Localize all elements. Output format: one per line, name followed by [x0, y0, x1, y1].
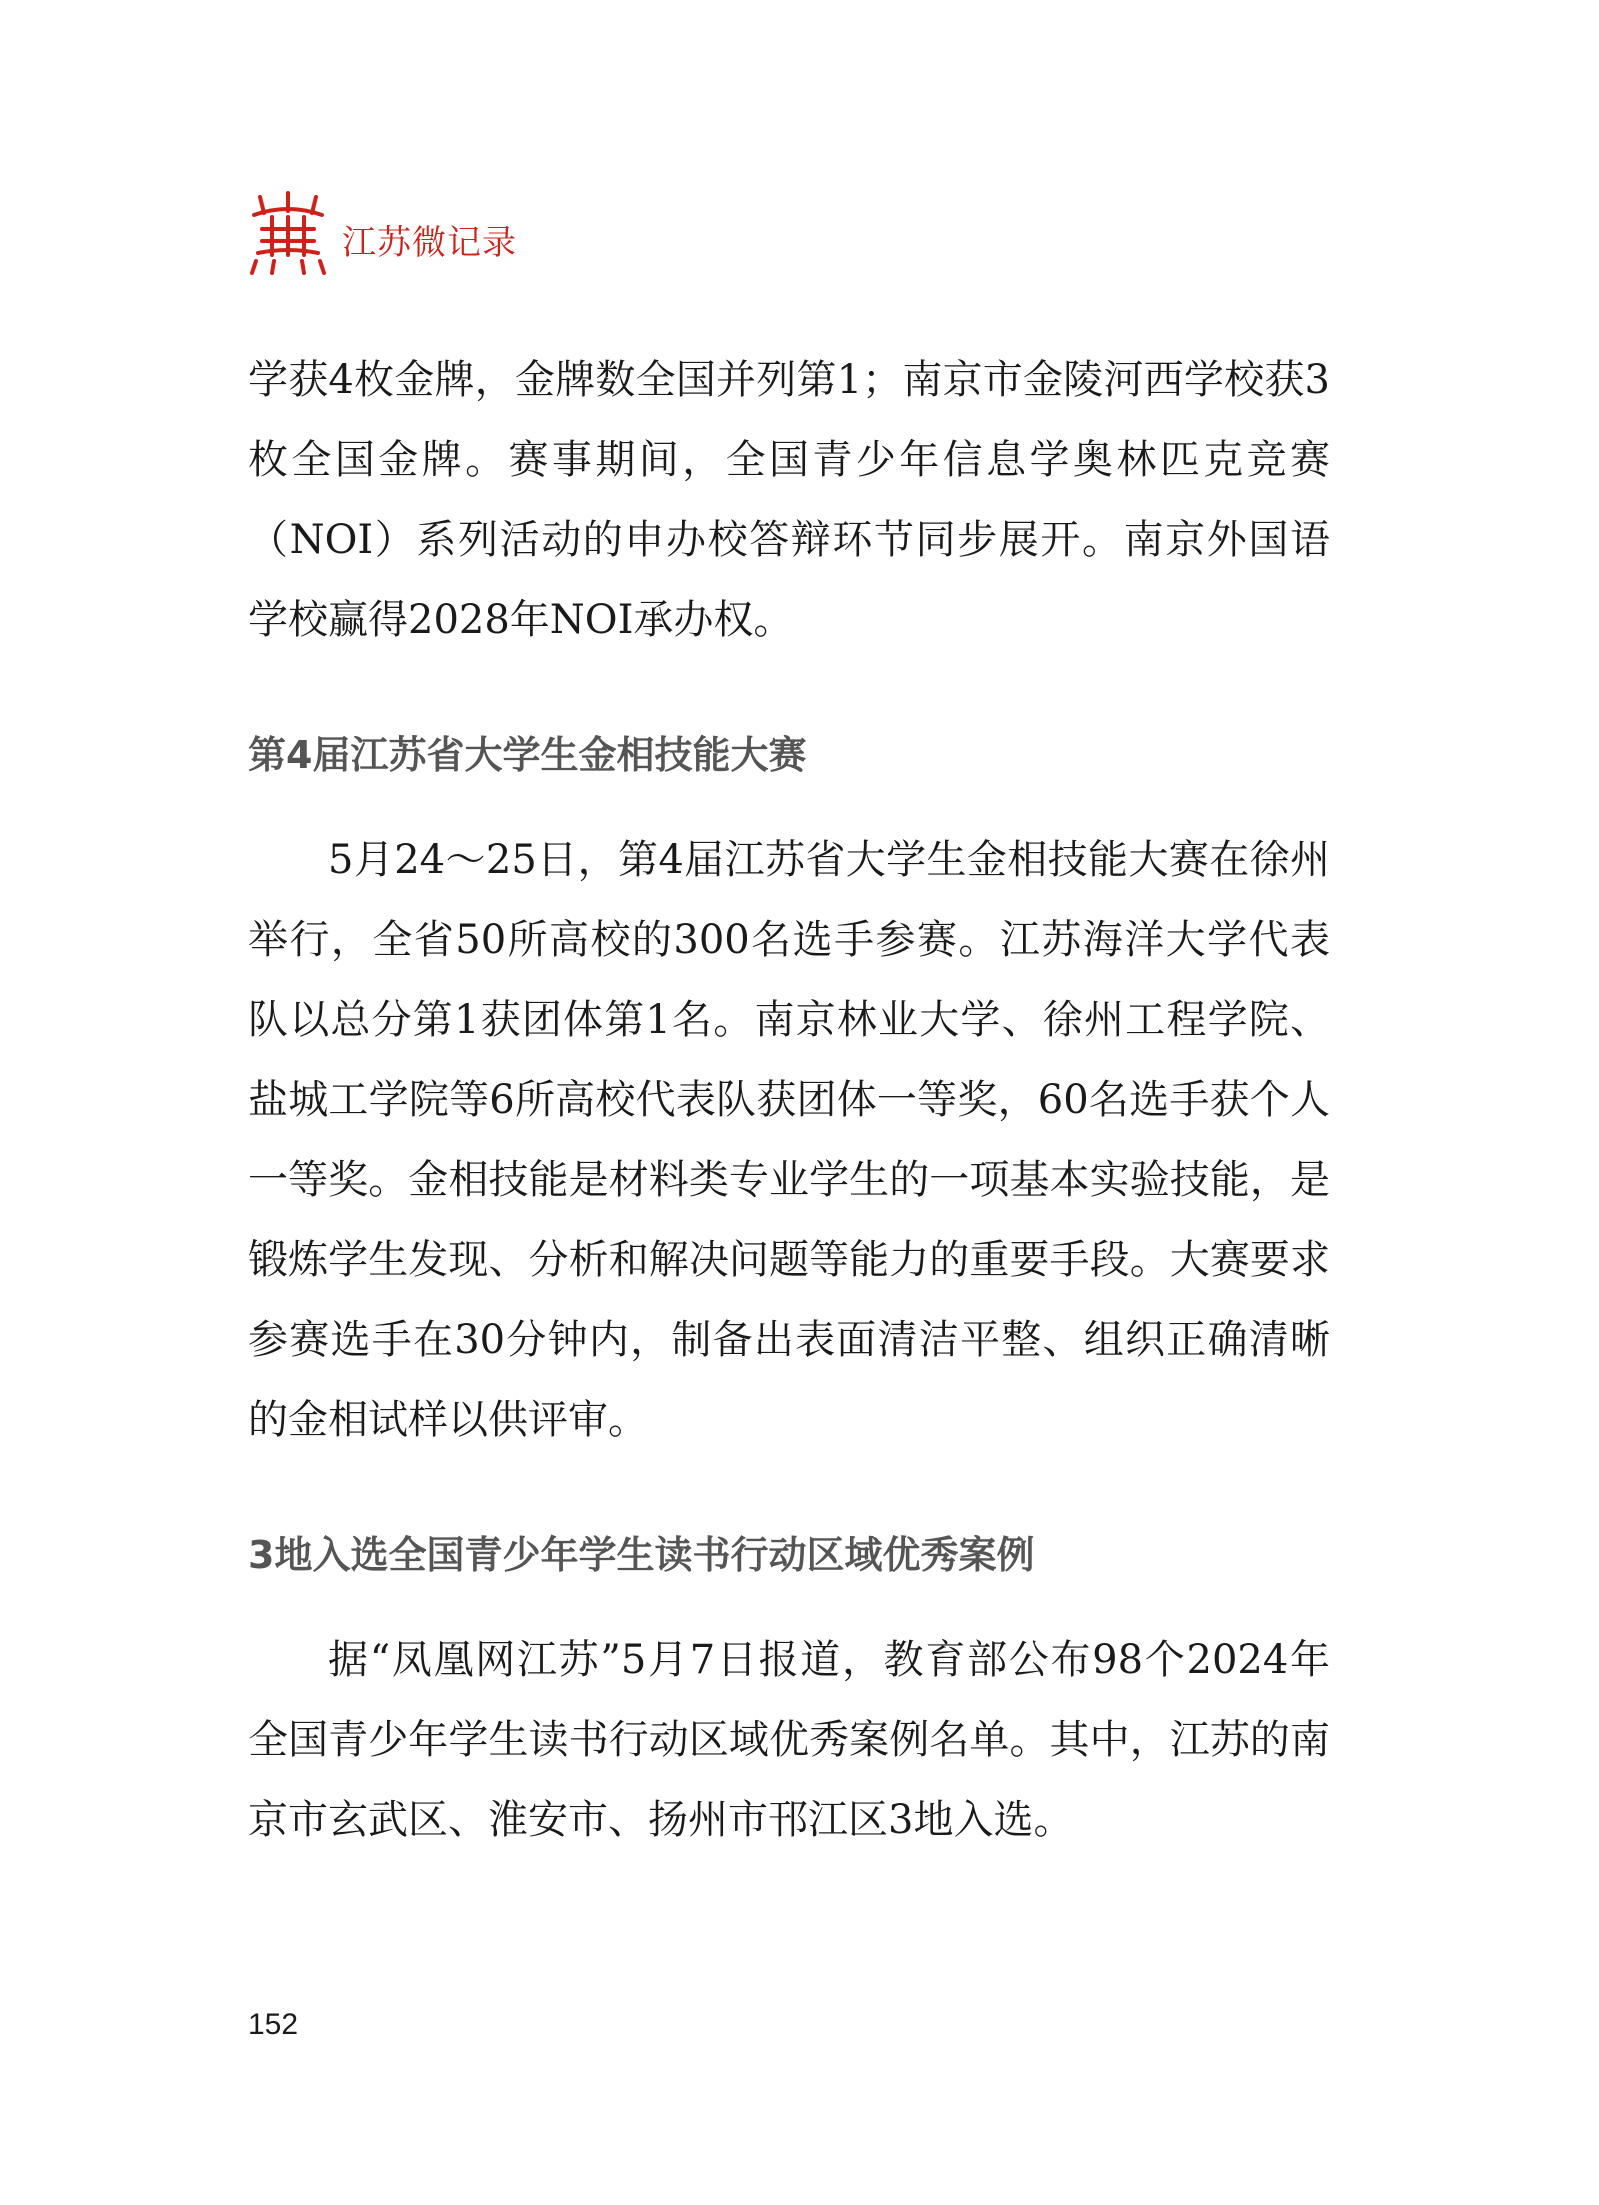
page-header	[248, 188, 517, 278]
publication-title: 江苏微记录	[342, 222, 517, 263]
page-number: 152	[248, 2008, 299, 2041]
section-heading-reading-action: 3地入选全国青少年学生读书行动区域优秀案例	[248, 1533, 1035, 1577]
section-body-metallography-contest: 5月24～25日，第4届江苏省大学生金相技能大赛在徐州举行，全省50所高校的300名选手参赛。江苏海洋大学代表队以总分第1获团体第1名。南京林业大学、徐州工程学院、盐城工学院等6所高校代表队获团体一等奖，60名选手获个人一等奖。金相技能是材料类专业学生的一项基本实验技能，是锻炼学生发现、分析和解决问题等能力的重要手段。大赛要求参赛选手在30分钟内，制备出表面清洁平整、组织正确清晰的金相试样以供评审。	[248, 837, 1330, 1443]
section-body-reading-action: 据“凤凰网江苏”5月7日报道，教育部公布98个2024年全国青少年学生读书行动区域优秀案例名单。其中，江苏的南京市玄武区、淮安市、扬州市邗江区3地入选。	[248, 1637, 1330, 1843]
page-content	[248, 340, 1330, 1860]
continued-paragraph: 学获4枚金牌，金牌数全国并列第1；南京市金陵河西学校获3枚全国金牌。赛事期间，全国青少年信息学奥林匹克竞赛（NOI）系列活动的申办校答辩环节同步展开。南京外国语学校赢得2028年NOI承办权。	[248, 357, 1330, 643]
jiangsu-logo-icon	[248, 189, 328, 277]
section-heading-metallography-contest: 第4届江苏省大学生金相技能大赛	[248, 733, 807, 777]
